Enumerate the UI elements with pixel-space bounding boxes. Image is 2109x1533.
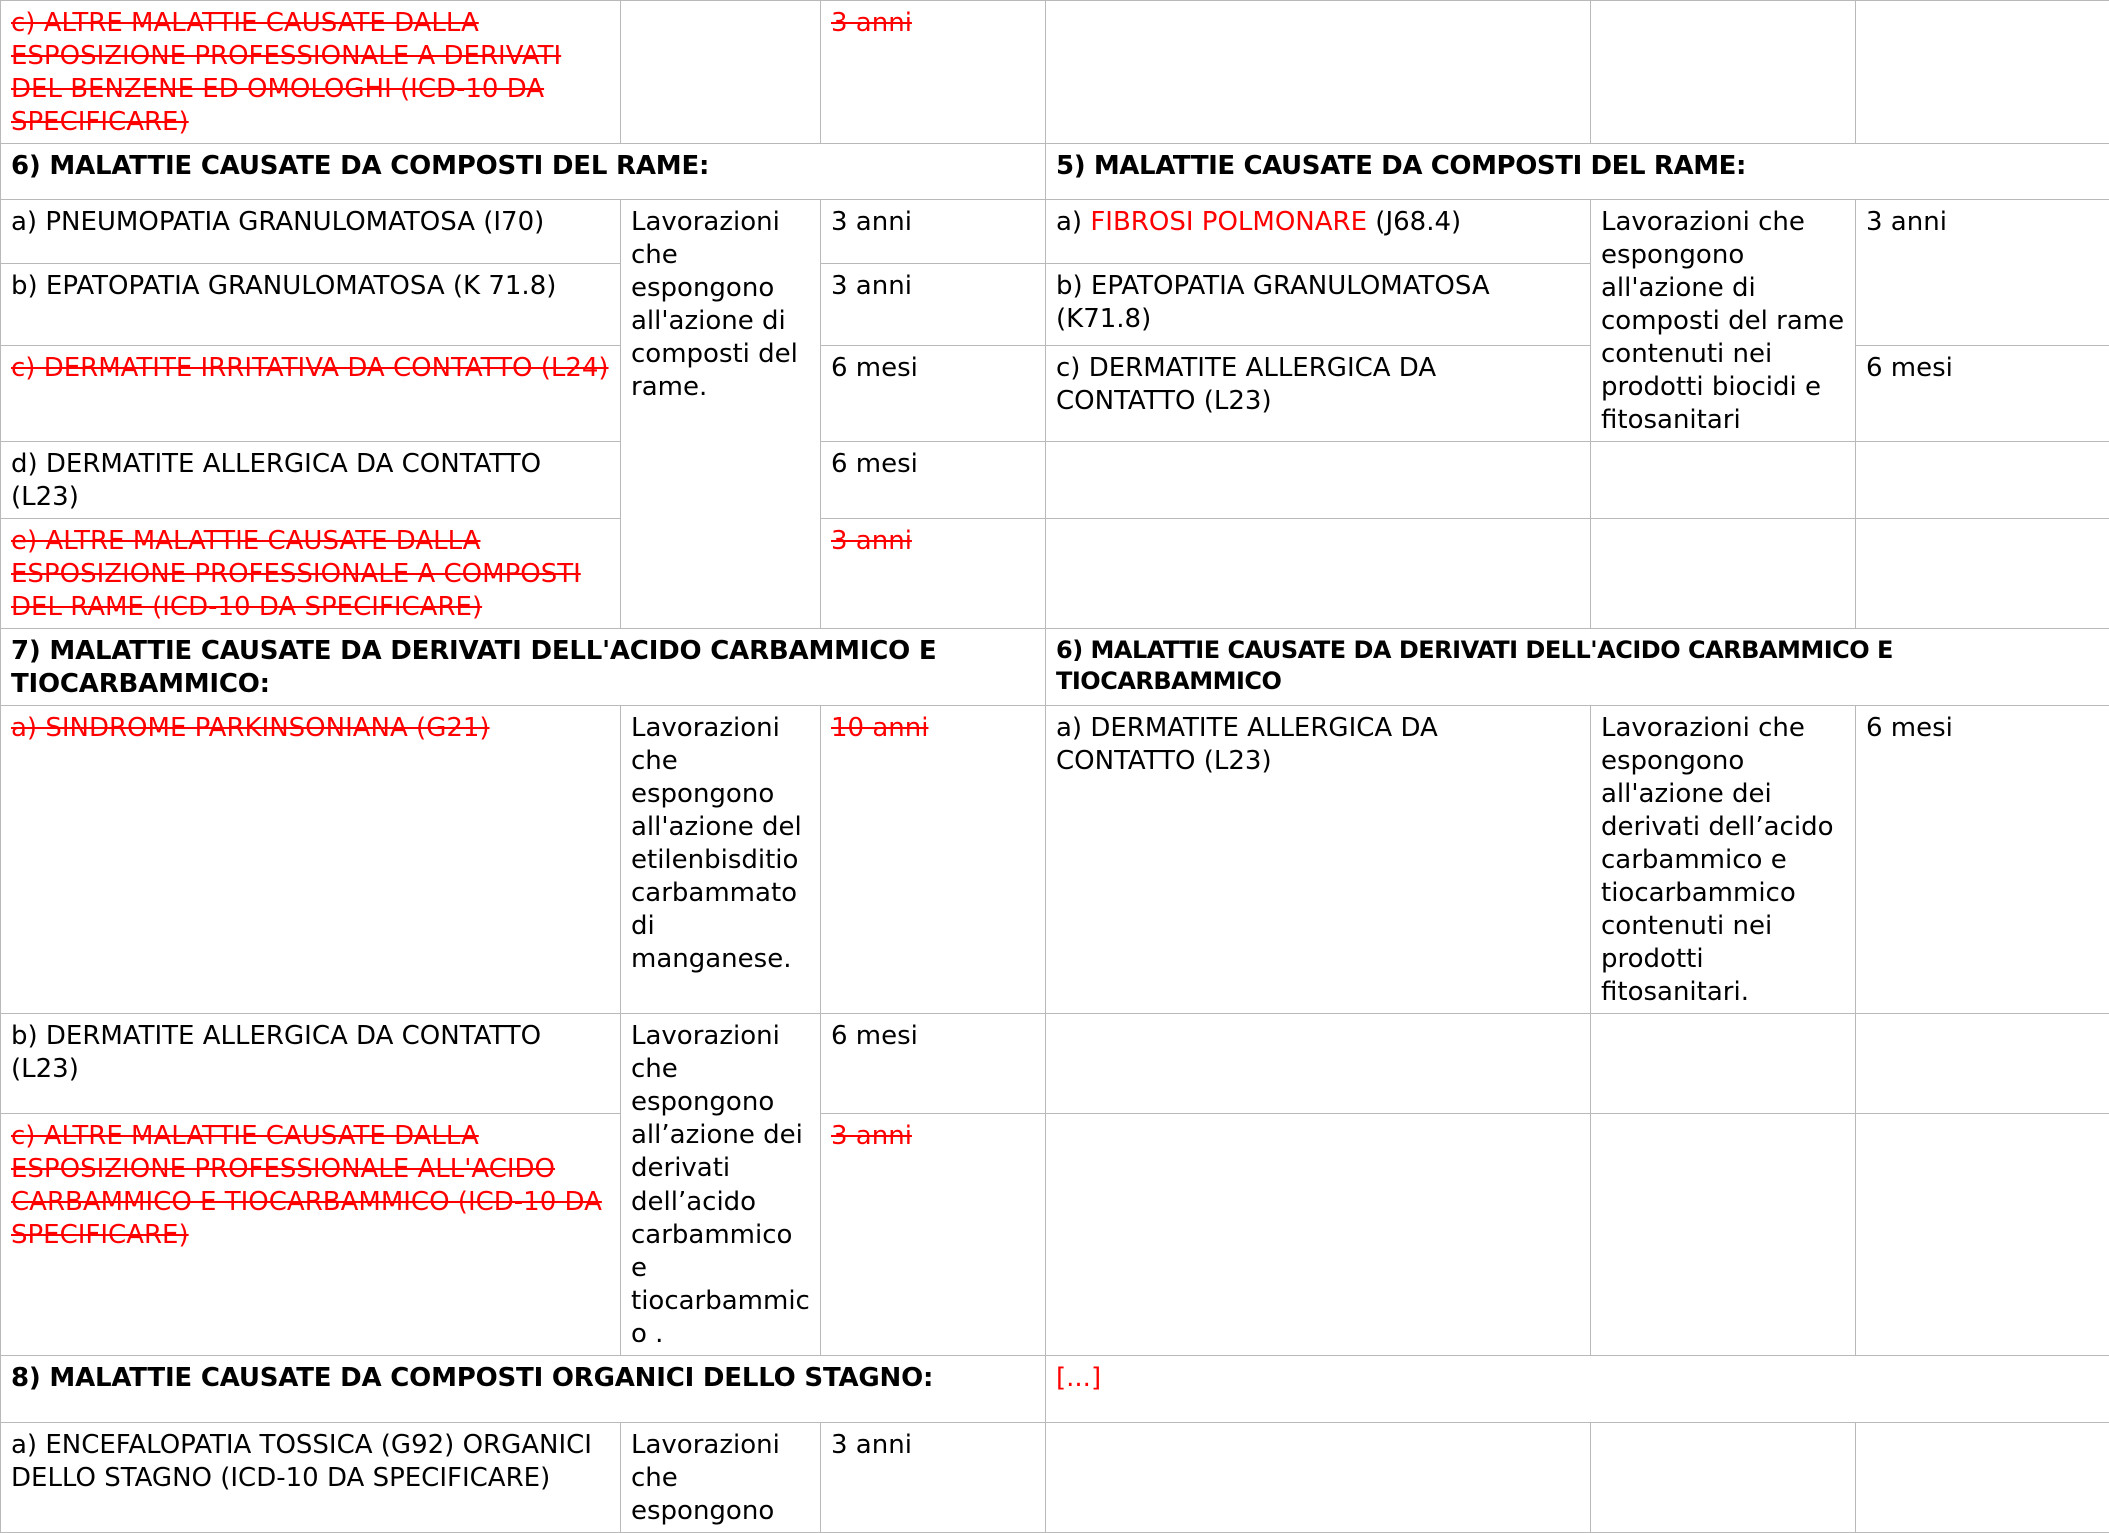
- cell-disease-tin-a: a) ENCEFALOPATIA TOSSICA (G92) ORGANICI DELLO STAGNO (ICD-10 DA SPECIFICARE): [1, 1422, 621, 1532]
- section-header-stagno-left: 8) MALATTIE CAUSATE DA COMPOSTI ORGANICI DELLO STAGNO:: [1, 1355, 1046, 1422]
- cell-disease-carb-a-right: a) DERMATITE ALLERGICA DA CONTATTO (L23): [1046, 706, 1591, 1014]
- disease-text: e) ALTRE MALATTIE CAUSATE DALLA ESPOSIZIONE PROFESSIONALE A COMPOSTI DEL RAME (ICD-10 DA SPECIFICARE): [11, 526, 581, 622]
- table-row: [1, 519, 2109, 629]
- table-row: [1, 1422, 2109, 1532]
- cell-right-empty-duration: [1856, 519, 2109, 629]
- cell-disease-copper-b-right: b) EPATOPATIA GRANULOMATOSA (K71.8): [1046, 263, 1591, 346]
- cell-right-empty-duration: [1856, 1, 2109, 144]
- cell-duration-copper-a: 3 anni: [821, 200, 1046, 263]
- cell-disease-copper-d: d) DERMATITE ALLERGICA DA CONTATTO (L23): [1, 442, 621, 519]
- ellipsis-marker: [...]: [1056, 1363, 1101, 1393]
- cell-duration-benzene-c: [821, 1, 1046, 144]
- disease-text: c) DERMATITE IRRITATIVA DA CONTATTO (L24): [11, 353, 609, 383]
- cell-right-empty-work: [1591, 1422, 1856, 1532]
- cell-disease-copper-a: a) PNEUMOPATIA GRANULOMATOSA (I70): [1, 200, 621, 263]
- cell-disease-carb-b: b) DERMATITE ALLERGICA DA CONTATTO (L23): [1, 1014, 621, 1114]
- table-row: [1, 1, 2109, 144]
- disease-prefix: a): [1056, 207, 1090, 237]
- cell-work-copper-left: Lavorazioni che espongono all'azione di composti del rame.: [621, 200, 821, 629]
- cell-right-empty-duration: [1856, 1422, 2109, 1532]
- section-header-row-stagno: [1, 1355, 2109, 1422]
- table-row: [1, 706, 2109, 1014]
- cell-right-empty-work: [1591, 1114, 1856, 1355]
- cell-work-carb-a-left: Lavorazioni che espongono all'azione del etilenbisditiocarbammato di manganese.: [621, 706, 821, 1014]
- cell-work-carb-right: Lavorazioni che espongono all'azione dei derivati dell’acido carbammico e tiocarbammico contenuti nei prodotti fitosanitari.: [1591, 706, 1856, 1014]
- cell-duration-copper-d: 6 mesi: [821, 442, 1046, 519]
- cell-disease-carb-c: [1, 1114, 621, 1355]
- cell-right-empty-disease: [1046, 1, 1591, 144]
- cell-work-tin-left: Lavorazioni che espongono: [621, 1422, 821, 1532]
- cell-disease-copper-c-right: c) DERMATITE ALLERGICA DA CONTATTO (L23): [1046, 346, 1591, 442]
- cell-duration-carb-a-right: 6 mesi: [1856, 706, 2109, 1014]
- section-header-stagno-right: [1046, 1355, 2109, 1422]
- table-row: [1, 1114, 2109, 1355]
- cell-disease-copper-a-right: [1046, 200, 1591, 263]
- cell-duration-copper-b: 3 anni: [821, 263, 1046, 346]
- cell-duration-copper-e: [821, 519, 1046, 629]
- cell-right-empty-work: [1591, 1, 1856, 144]
- table-row: [1, 442, 2109, 519]
- cell-duration-carb-a: [821, 706, 1046, 1014]
- duration-text: 3 anni: [831, 1121, 912, 1151]
- section-header-carbammico-left: 7) MALATTIE CAUSATE DA DERIVATI DELL'ACIDO CARBAMMICO E TIOCARBAMMICO:: [1, 629, 1046, 706]
- section-header-copper-left: 6) MALATTIE CAUSATE DA COMPOSTI DEL RAME:: [1, 144, 1046, 200]
- cell-right-empty-duration: [1856, 442, 2109, 519]
- cell-right-empty-work: [1591, 442, 1856, 519]
- disease-suffix: (J68.4): [1367, 207, 1461, 237]
- cell-duration-carb-c: [821, 1114, 1046, 1355]
- cell-right-empty-disease: [1046, 1014, 1591, 1114]
- duration-text: 10 anni: [831, 713, 928, 743]
- cell-disease-copper-e: [1, 519, 621, 629]
- cell-work-copper-right: Lavorazioni che espongono all'azione di composti del rame contenuti nei prodotti biocidi e fitosanitari: [1591, 200, 1856, 442]
- disease-text: c) ALTRE MALATTIE CAUSATE DALLA ESPOSIZIONE PROFESSIONALE ALL'ACIDO CARBAMMICO E TIOCARBAMMICO (ICD-10 DA SPECIFICARE): [11, 1121, 602, 1250]
- section-header-carbammico-right: 6) MALATTIE CAUSATE DA DERIVATI DELL'ACIDO CARBAMMICO E TIOCARBAMMICO: [1046, 629, 2109, 706]
- cell-duration-copper-c-right: 6 mesi: [1856, 346, 2109, 442]
- table-row: [1, 200, 2109, 263]
- cell-duration-tin-a: 3 anni: [821, 1422, 1046, 1532]
- cell-duration-copper-c: 6 mesi: [821, 346, 1046, 442]
- disease-text: c) ALTRE MALATTIE CAUSATE DALLA ESPOSIZIONE PROFESSIONALE A DERIVATI DEL BENZENE ED OMOLOGHI (ICD-10 DA SPECIFICARE): [11, 8, 561, 137]
- section-header-copper-right: 5) MALATTIE CAUSATE DA COMPOSTI DEL RAME:: [1046, 144, 2109, 200]
- section-header-row-copper: [1, 144, 2109, 200]
- cell-duration-carb-b: 6 mesi: [821, 1014, 1046, 1114]
- cell-work-carb-bc-left: Lavorazioni che espongono all’azione dei derivati dell’acido carbammico e tiocarbammico .: [621, 1014, 821, 1355]
- cell-right-empty-disease: [1046, 1422, 1591, 1532]
- cell-right-empty-work: [1591, 1014, 1856, 1114]
- section-header-row-carbammico: [1, 629, 2109, 706]
- cell-right-empty-duration: [1856, 1114, 2109, 1355]
- disease-highlight: FIBROSI POLMONARE: [1090, 207, 1367, 237]
- duration-text: 3 anni: [831, 8, 912, 38]
- cell-disease-copper-c: [1, 346, 621, 442]
- cell-disease-carb-a: [1, 706, 621, 1014]
- cell-right-empty-duration: [1856, 1014, 2109, 1114]
- cell-right-empty-work: [1591, 519, 1856, 629]
- cell-right-empty-disease: [1046, 1114, 1591, 1355]
- cell-disease-copper-b: b) EPATOPATIA GRANULOMATOSA (K 71.8): [1, 263, 621, 346]
- cell-duration-copper-a-right: 3 anni: [1856, 200, 2109, 346]
- cell-right-empty-disease: [1046, 519, 1591, 629]
- cell-work-benzene-c: [621, 1, 821, 144]
- disease-text: a) SINDROME PARKINSONIANA (G21): [11, 713, 490, 743]
- cell-right-empty-disease: [1046, 442, 1591, 519]
- table-row: [1, 1014, 2109, 1114]
- duration-text: 3 anni: [831, 526, 912, 556]
- cell-disease-benzene-c: [1, 1, 621, 144]
